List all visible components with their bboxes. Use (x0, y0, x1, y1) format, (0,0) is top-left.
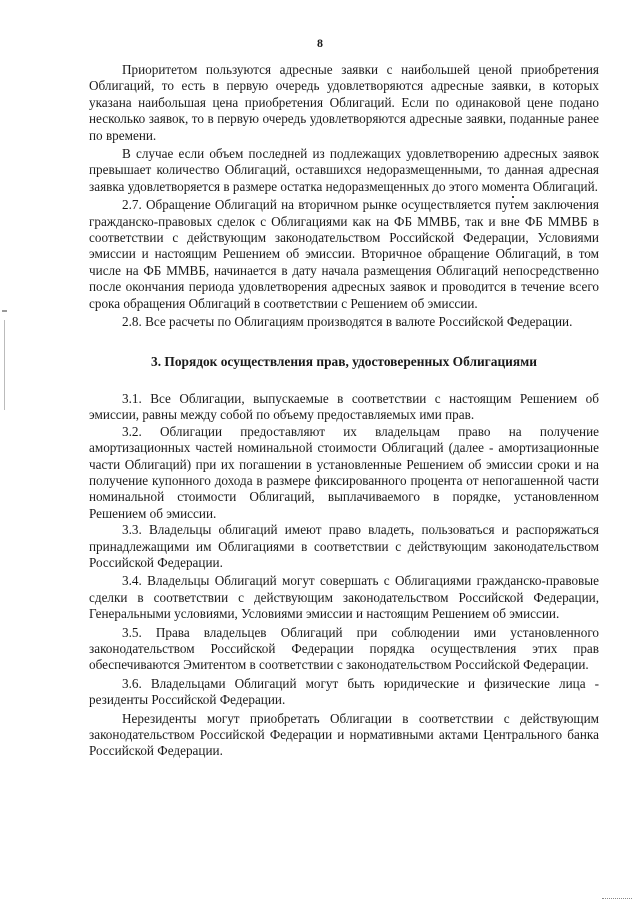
scan-corner-artifact (602, 894, 632, 899)
paragraph-priority-bids: Приоритетом пользуются адресные заявки с наибольшей ценой приобретения Облигаций, то есть в первую очередь удовлетворяются адресные заявки, в которых указана наибольшая цена приобретения Облигаций. Если по одинаковой цене подано несколько заявок, то в первую очередь удовлетворяются адресные заявки, поданные ранее по времени. (89, 62, 599, 143)
paragraph-3-4: 3.4. Владельцы Облигаций могут совершать с Облигациями гражданско-правовые сделки в соответствии с действующим законодательством Российской Федерации, Генеральными условиями, Условиями эмиссии и настоящим Решением об эмиссии. (89, 573, 599, 622)
paragraph-3-5: 3.5. Права владельцев Облигаций при соблюдении ими установленного законодательством Российской Федерации порядка осуществления этих прав обеспечиваются Эмитентом в соответствии с законодательством Российской Федерации. (89, 624, 599, 673)
scan-margin-mark (2, 310, 7, 312)
paragraph-3-3: 3.3. Владельцы облигаций имеют право владеть, пользоваться и распоряжаться принадлежащими им Облигациями в соответствии с действующим законодательством Российской Федерации. (89, 522, 599, 570)
page-number: 8 (317, 36, 323, 50)
scan-margin-line (4, 320, 5, 410)
paragraph-2-7-secondary-market: 2.7. Обращение Облигаций на вторичном рынке осуществляется путем заключения гражданско-правовых сделок с Облигациями как на ФБ ММВБ, так и вне ФБ ММВБ в соответствии с действующим законодательством Российской Федерации, Условиями эмиссии и настоящим Решением об эмиссии. Вторичное обращение Облигаций, в том числе на ФБ ММВБ, начинается в дату начала размещения Облигаций непосредственно после окончания периода удовлетворения адресных заявок и проводится в течение всего срока обращения Облигаций в соответствии с Решением об эмиссии. (89, 197, 599, 311)
paragraph-3-1: 3.1. Все Облигации, выпускаемые в соответствии с настоящим Решением об эмиссии, равны между собой по объему предоставляемых ими прав. (89, 390, 599, 423)
paragraph-2-8-currency: 2.8. Все расчеты по Облигациям производятся в валюте Российской Федерации. (122, 314, 573, 330)
paragraph-last-bid-volume: В случае если объем последней из подлежащих удовлетворению адресных заявок превышает количество Облигаций, оставшихся недоразмещенными, то данная адресная заявка удовлетворяется в размере остатка недоразмещенных до этого момента Облигаций. (89, 146, 599, 194)
paragraph-nonresidents: Нерезиденты могут приобретать Облигации в соответствии с действующим законодательством Российской Федерации и нормативными актами Центрального банка Российской Федерации. (89, 710, 599, 759)
document-body (89, 62, 599, 760)
paragraph-3-2: 3.2. Облигации предоставляют их владельцам право на получение амортизационных частей номинальной стоимости Облигаций (далее - амортизационные части Облигаций) при их погашении в установленные Решением об эмиссии сроки и на получение купонного дохода в размере фиксированного процента от непогашенной части номинальной стоимости Облигаций, выплачиваемого в порядке, установленном Решением об эмиссии. (89, 423, 599, 521)
paragraph-3-6: 3.6. Владельцами Облигаций могут быть юридические и физические лица - резиденты Российской Федерации. (89, 675, 599, 708)
section-heading: 3. Порядок осуществления прав, удостоверенных Облигациями (151, 353, 537, 369)
